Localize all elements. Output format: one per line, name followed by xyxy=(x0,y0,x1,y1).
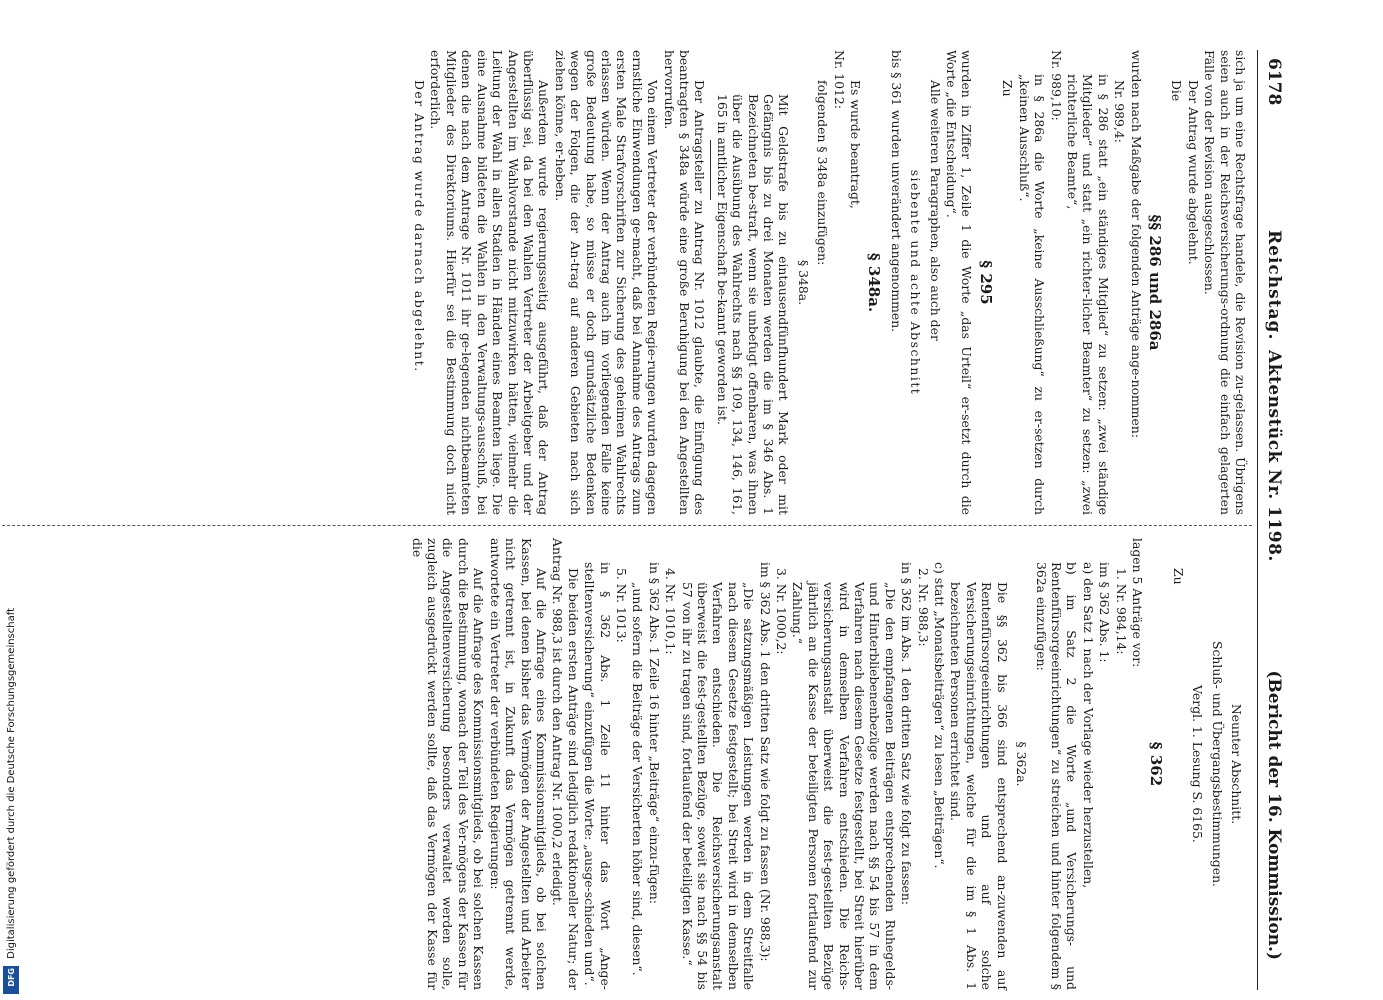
list-item: a) den Satz 1 nach der Vorlage wieder herzustellen, xyxy=(1080,562,1096,889)
digitization-credit: Digitalisierung gefördert durch die Deutsche Forschungsgemeinschaft xyxy=(6,608,17,959)
paragraph: sich ja um eine Rechtsfrage handele, die Revision zu-gelassen. Übrigens seien auch in der Reichsversicherungs-ordnung die einfach gelagerten Fälle von der Revision ausgeschlossen. xyxy=(1202,50,1248,515)
section-heading: § 362 xyxy=(1147,741,1166,787)
page-number: 6178 xyxy=(1264,58,1284,106)
paragraph: in § 362 im Abs. 1 den dritten Satz wie folgt zu fassen: xyxy=(899,562,915,906)
paragraph: Alle weiteren Paragraphen, also auch der xyxy=(927,80,943,341)
publication-title: Reichstag. xyxy=(1264,230,1284,341)
paragraph: Der Antragsteller zu Antrag Nr. 1012 glaubte, die Einfügung des beantragten § 348a würde eine große Beruhigung bei den Angestellten hervorrufen. xyxy=(661,50,708,515)
paragraph: in § 362 Abs. 1 Zeile 16 hinter „Beiträge“ einzu-fügen: xyxy=(646,562,662,905)
paragraph: Außerdem wurde regierungsseitig ausgeführt, daß der Antrag überflüssig sei, da bei den Wahlen Vertreter der Arbeitgeber und der Angestellten im Wahlvorstande nicht mitzuwirken hätten, vielmehr die Leitung der Wahl in allen Stadien in Händen eines Beamten liege. Die eine Ausnahme bildeten die Wahlen in den Verwaltungs-ausschuß, bei denen die nach dem Antrage Nr. 1011 ihr ge-legenden nichtbeamteten Mitglieder des Direktoriums. Hierfür sei die Bestimmung doch nicht erforderlich. xyxy=(428,50,552,515)
section-heading: § 348a. xyxy=(865,252,884,313)
quoted-paragraph: „und sofern die Beiträge der Versicherten höher sind, diesen“. xyxy=(630,582,646,976)
paragraph: Es wurde beantragt, xyxy=(848,80,864,209)
section-heading: § 295 xyxy=(976,260,995,305)
dfg-logo xyxy=(3,966,19,994)
paragraph: Von einem Vertreter der verbündeten Regie-rungen wurden dagegen ernstliche Einwendungen ge-macht, daß bei Annahme des Antrags zum ersten Male Strafvorschriften zur Sicherung des geheimen Wahlrechts erlassen würden. Wenn der Antrag auch im vorliegenden Falle keine große Bedeutung habe, so müsse er doch grundsätzliche Bedenken wegen der Folgen, die der An-trag auf anderen Gebieten nach sich ziehen könne, er-heben. xyxy=(552,50,661,515)
paragraph: in § 286a die Worte „keine Ausschließung“ zu er-setzen durch „keinen Ausschluß“. xyxy=(1016,74,1048,515)
paragraph: wurden in Ziffer 1, Zeile 1 die Worte „das Urteil“ er-setzt durch die Worte „die Entscheidung“. xyxy=(944,50,975,515)
paragraph: in § 286 statt „ein ständiges Mitglied“ zu setzen: „zwei ständige Mitglieder“ und statt „ein richter-licher Beamter“ zu setzen: „zwei richterliche Beamte“, xyxy=(1064,74,1111,515)
motion-number: 5. Nr. 1013: xyxy=(613,568,629,643)
quoted-paragraph: „Die satzungsmäßigen Leistungen werden in dem Streitfalle nach diesem Gesetze festgestellt; bei Streit wird in demselben Verfahren entschieden. Die Reichsversicherungsanstalt überweist die fest-gestellten Bezüge, soweit sie nach §§ 54 bis 57 von ihr zu tragen sind, fortlaufend der beteiligten Kasse.“ xyxy=(679,582,757,990)
motion-number: 2. Nr. 988,3: xyxy=(915,568,931,647)
right-column xyxy=(408,538,1248,990)
paragraph: wurden nach Maßgabe der folgenden Anträge ange-nommen: xyxy=(1128,50,1144,439)
paragraph: Die xyxy=(1169,80,1185,102)
motion-number: 1. Nr. 984,14: xyxy=(1113,568,1129,655)
list-item: c) statt „Monatsbeiträgen“ zu lesen „Beiträgen“. xyxy=(932,562,948,869)
paragraph: bis § 361 wurden unverändert angenommen. xyxy=(888,50,904,333)
paragraph: Auf die Anfrage des Kommissionsmitglieds, ob bei solchen Kassen durch die Bestimmung, wonach der Teil des Ver-mögens der Kassen für die Angestelltenversicherung besonders verwaltet werden solle, zugleich ausgedrückt werden sollte, daß das Vermögen der Kasse für die xyxy=(409,538,487,990)
page-header xyxy=(1250,50,1290,990)
paragraph: im § 362 Abs. 1 den dritten Satz wie folgt zu fassen (Nr. 988,3): xyxy=(757,562,773,962)
motion-number: 4. Nr. 1010,1: xyxy=(663,568,679,655)
dfg-logo-text: DFG xyxy=(6,968,16,987)
quoted-paragraph: „Die den empfangenen Beiträgen entsprechenden Ruhegelds- und Hinterbliebenenbezüge werden nach §§ 54 bis 57 in dem Verfahren nach diesem Gesetze festgestellt, bei Streit hierüber wird in demselben Verfahren entschieden. Die Reichs-versicherungsanstalt überweist die fest-gestellten Bezüge jährlich an die Kasse der beteiligten Personen fortlaufend zur Zahlung.“ xyxy=(790,582,898,990)
paragraph: Der Antrag wurde abgelehnt. xyxy=(1185,80,1201,265)
paragraph: folgenden § 348a einzufügen: xyxy=(815,80,831,266)
quoted-paragraph: Mit Geldstrafe bis zu eintausendfünfhundert Mark oder mit Gefängnis bis zu drei Monaten werden die im § 346 Abs. 1 Bezeichneten be-straft, wenn sie unbefugt offenbaren, was ihnen über die Ausübung des Wahlrechts nach §§ 109, 134, 146, 161, 165 in amtlicher Eigenschaft be-kannt geworden ist. xyxy=(714,94,792,515)
divider xyxy=(710,140,711,200)
column-separator xyxy=(0,525,1252,526)
paragraph: Die beiden ersten Anträge sind lediglich redaktioneller Natur; der Antrag Nr. 988,3 ist durch den Antrag Nr. 1000,2 erledigt. xyxy=(550,538,581,990)
paragraph: im § 362 Abs. 1: xyxy=(1097,562,1113,663)
paragraph: in § 362 Abs. 1 Zeile 11 hinter das Wort „Ange-stelltenversicherung“ einzufügen die Worte: „ausge-schieden und“. xyxy=(582,562,613,990)
paragraph: Auf die Anfrage eines Kommissionsmitglieds, ob bei solchen Kassen, bei denen bisher das Vermögen der Angestellten und Arbeiter nicht getrennt ist, in Zukunft das Vermögen getrennt werde, antwortete ein Vertreter der verbündeten Regierungen: xyxy=(487,538,549,990)
paragraph: Zu xyxy=(1170,568,1186,585)
paragraph: lagen 5 Anträge vor: xyxy=(1129,538,1145,668)
paragraph: Der Antrag wurde darnach abgelehnt. xyxy=(412,80,428,373)
motion-number: Nr. 1012: xyxy=(831,50,847,109)
left-column xyxy=(411,50,1248,515)
section-heading: § 362a. xyxy=(1014,741,1030,787)
quoted-paragraph: Die §§ 362 bis 366 sind entsprechend an-zuwenden auf Rentenfürsorgeeinrichtungen und auf solche Versicherungseinrichtungen, welche für die im § 1 Abs. 1 bezeichneten Personen errichtet sind. xyxy=(948,582,1010,990)
motion-number: Nr. 989,10: xyxy=(1048,50,1064,121)
chapter-heading: Neunter Abschnitt. xyxy=(1229,703,1244,825)
header-rule xyxy=(1257,50,1258,990)
chapter-heading: siebente und achte Abschnitt xyxy=(908,169,924,396)
list-item: b) im Satz 2 die Worte „und Versicherungs- und Rentenfürsorgeeinrichtungen“ zu streichen und hinter folgendem § 362a einzufügen: xyxy=(1033,562,1080,990)
section-heading: §§ 286 und 286a xyxy=(1145,214,1164,351)
motion-number: Nr. 989,4: xyxy=(1112,80,1128,143)
motion-number: 3. Nr. 1000,2: xyxy=(774,568,790,655)
reference-note: Vergl. 1. Lesung S. 6165. xyxy=(1190,685,1206,843)
report-title: (Bericht der 16. Kommission.) xyxy=(1264,670,1284,960)
chapter-subheading: Schluß- und Übergangsbestimmungen. xyxy=(1209,640,1225,887)
document-title: Aktenstück Nr. 1198. xyxy=(1264,350,1284,562)
rotated-page xyxy=(0,50,1290,990)
section-heading: § 348a. xyxy=(795,259,811,306)
paragraph: Zu xyxy=(1000,80,1016,97)
